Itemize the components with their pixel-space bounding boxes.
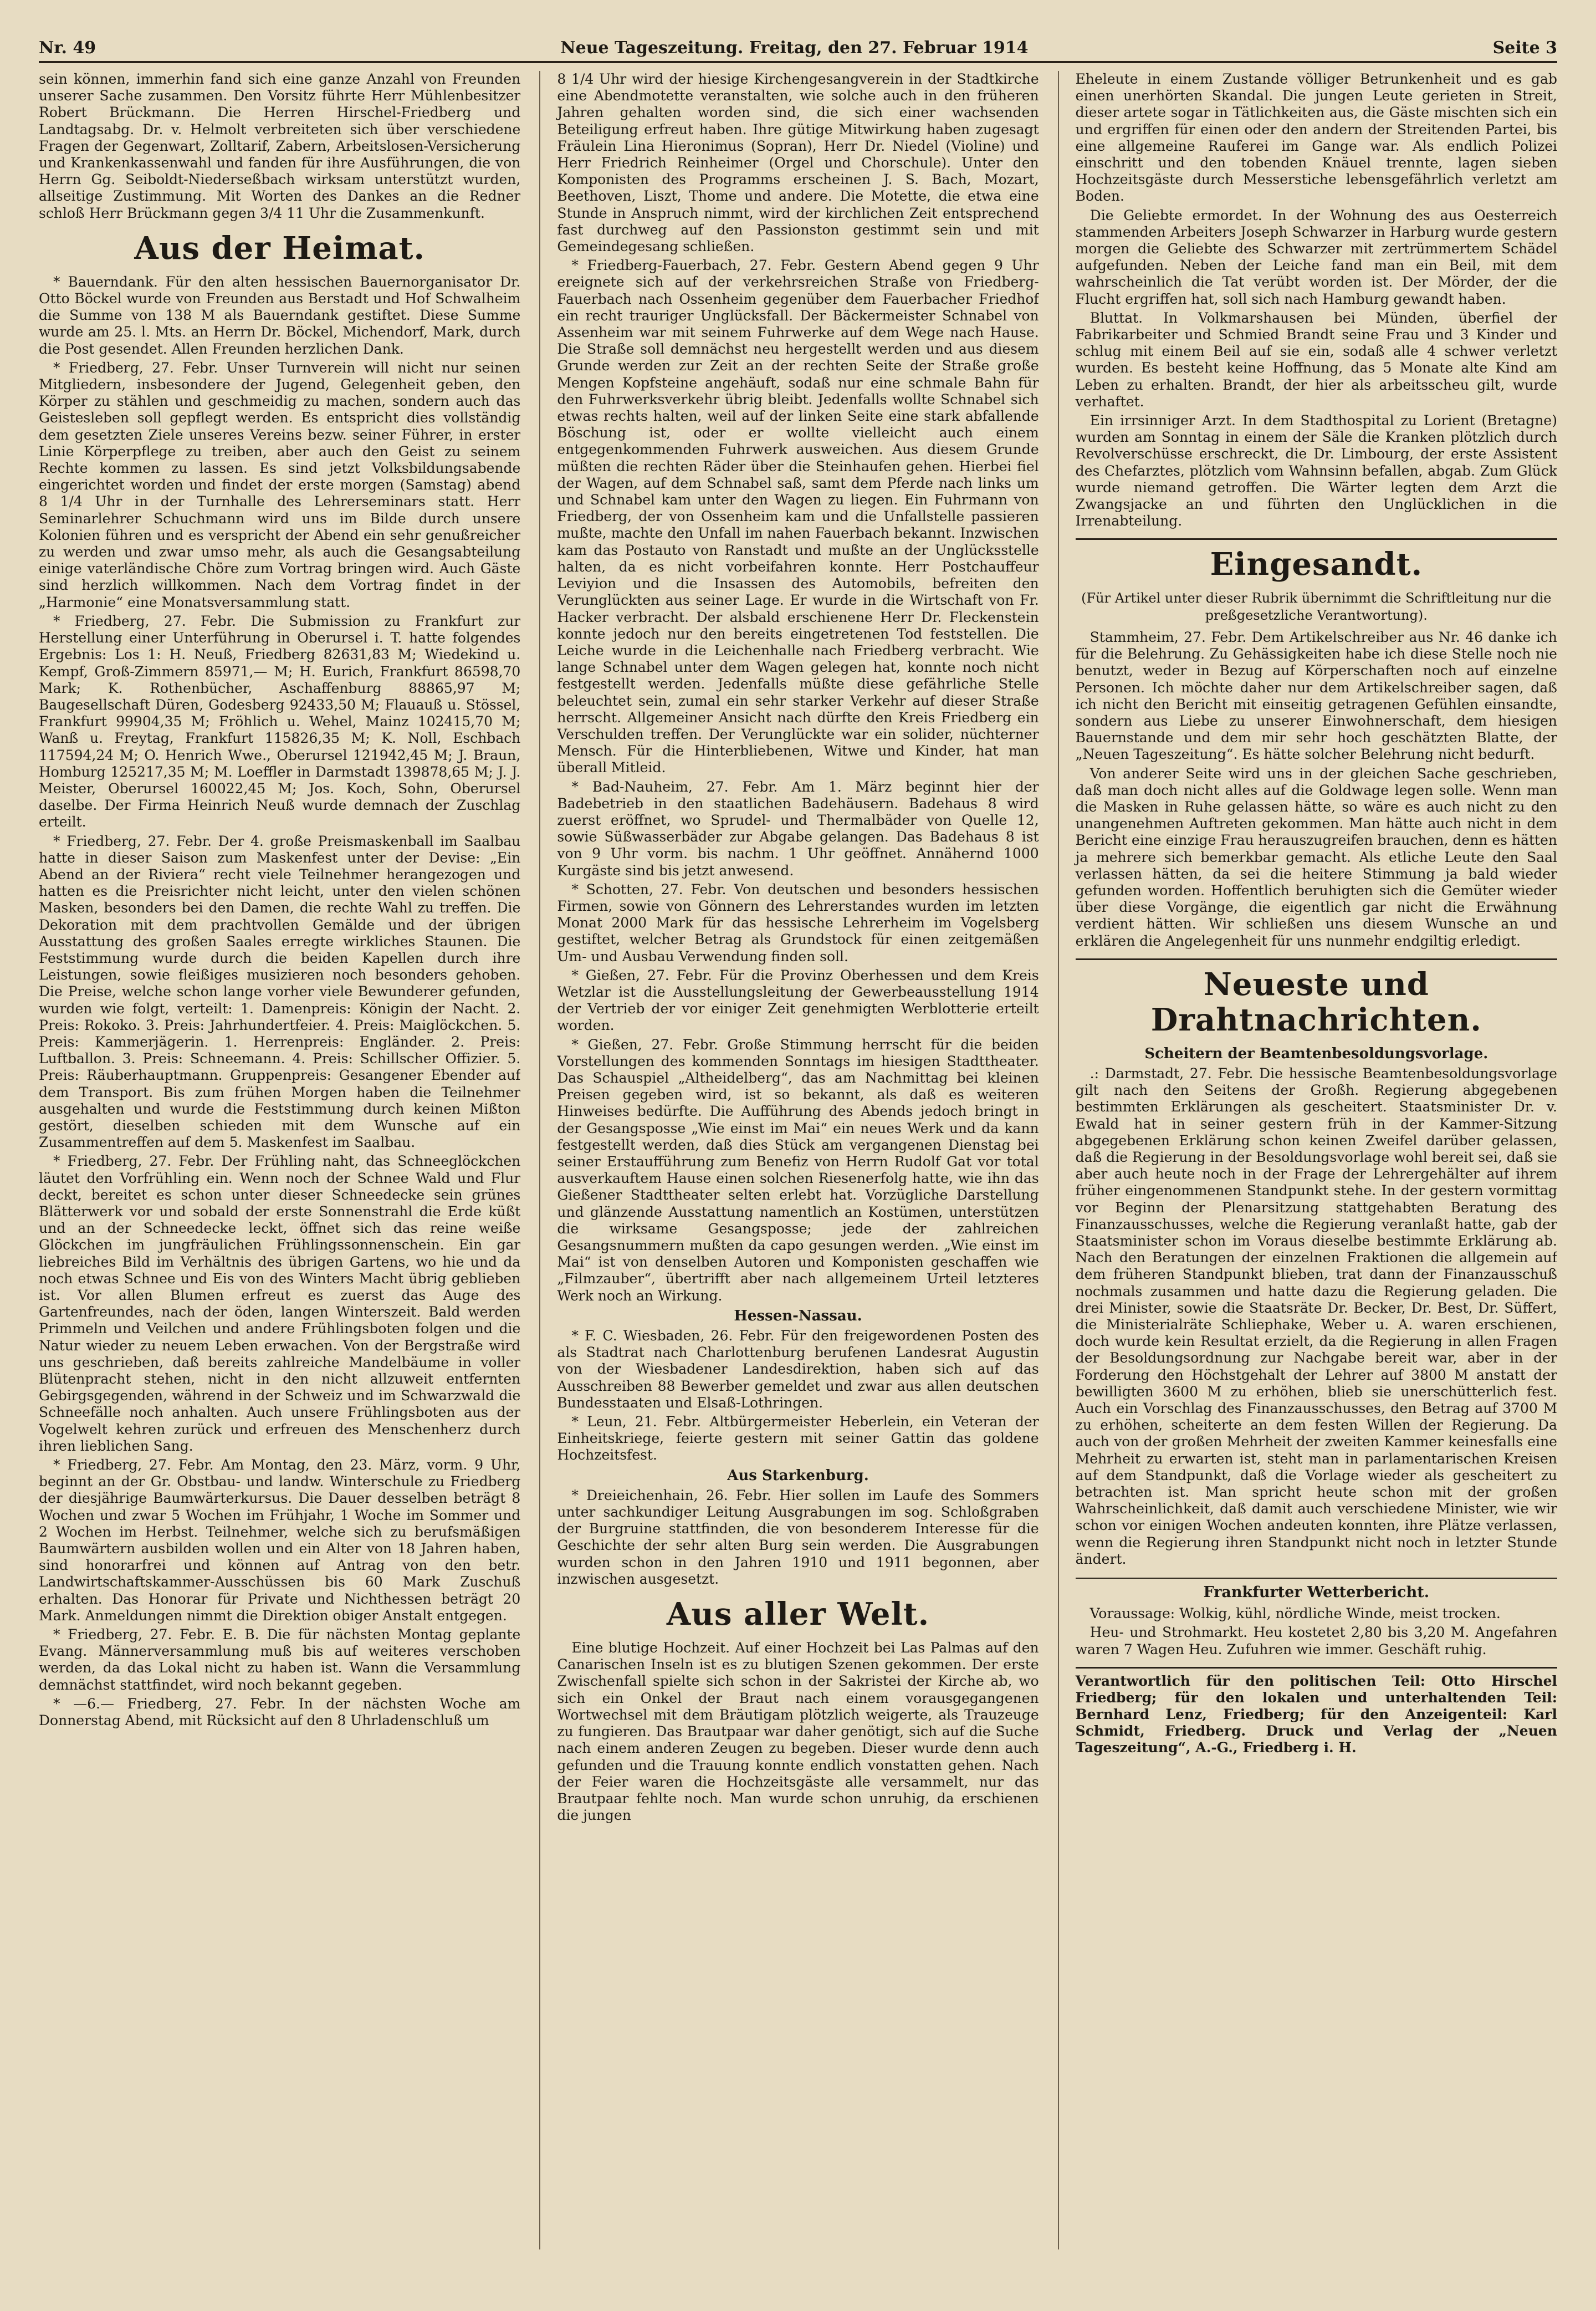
article: * Bauerndank. Für den alten hessischen Bauernorganisator Dr. Otto Böckel wurde von Freunden aus Berstadt und Hof Schwalheim die Summe von 138 M als Bauerndank gestiftet. Diese Summe wurde am 25. l. Mts. an Herrn Dr. Böckel, Michendorf, Mark, durch die Post gesendet. Allen Freunden herzlichen Dank.: [39, 273, 521, 357]
article: Ein irrsinniger Arzt. In dem Stadthospital zu Lorient (Bretagne) wurden am Sonntag in einem der Säle die Kranken plötzlich durch Revolverschüsse erschreckt, die Dr. Limbourg, der erste Assistent des Chefarztes, plötzlich vom Wahnsinn befallen, abgab. Zum Glück wurde niemand getroffen. Die Wärter legten dem Arzt die Zwangsjacke an und führten den Unglücklichen in die Irrenabteilung.: [1075, 412, 1557, 529]
section-heading-eingesandt: Eingesandt.: [1076, 538, 1557, 582]
article: 8 1/4 Uhr wird der hiesige Kirchengesangverein in der Stadtkirche eine Abendmotette veranstalten, wie solche auch in den früheren Jahren gehalten worden sind, die sich einer wachsenden Beteiligung erfreut haben. Ihre gütige Mitwirkung haben zugesagt Fräulein Lina Hieronimus (Sopran), Herr Dr. Niedel (Violine) und Herr Friedrich Reinheimer (Orgel und Chorschule). Unter den Komponisten des Programms erscheinen J. S. Bach, Mozart, Beethoven, Liszt, Thome und andere. Die Motette, die etwa eine Stunde in Anspruch nimmt, wird der kirchlichen Zeit entsprechend fast durchweg auf den Passionston gestimmt sein und mit Gemeindegesang schließen.: [557, 71, 1039, 255]
article: Die Geliebte ermordet. In der Wohnung des aus Oesterreich stammenden Arbeiters Joseph Schwarzer in Harburg wurde gestern morgen die Geliebte des Schwarzer mit zertrümmertem Schädel aufgefunden. Neben der Leiche fand man ein Beil, mit dem wahrscheinlich die Tat verübt worden ist. Der Mörder, der die Flucht ergriffen hat, soll sich nach Hamburg gewandt haben.: [1075, 207, 1557, 307]
columns: [39, 71, 1557, 2249]
section-heading-heimat: Aus der Heimat.: [134, 229, 425, 267]
article: Stammheim, 27. Febr. Dem Artikelschreiber aus Nr. 46 danke ich für die Belehrung. Zu Gehässigkeiten habe ich diese Stelle noch nie benutzt, weder in Bezug auf Körperschaften noch auf einzelne Personen. Ich möchte daher nur dem Artikelschreiber sagen, daß ich nicht den Bericht mit einseitig getragenen Gefühlen einsandte, sondern aus Liebe zu unserer Einwohnerschaft, dem hiesigen Bauernstande und dem mir sehr hoch geschätzten Blatte, der „Neuen Tageszeitung“. Es hätte solcher Belehrung nicht bedurft.: [1075, 629, 1557, 763]
section-heading-welt: Aus aller Welt.: [666, 1596, 930, 1633]
article: Bluttat. In Volkmarshausen bei Münden, überfiel der Fabrikarbeiter und Schmied Brandt seine Frau und 3 Kinder und schlug mit einem Beil auf sie ein, sodaß alle 4 schwer verletzt wurden. Es besteht keine Hoffnung, das 5 Monate alte Kind am Leben zu erhalten. Brandt, der hier als arbeitsscheu gilt, wurde verhaftet.: [1075, 309, 1557, 410]
weather-heading: Frankfurter Wetterbericht.: [1076, 1578, 1557, 1601]
article: * Friedberg, 27. Febr. Der Frühling naht, das Schneeglöckchen läutet den Vorfrühling ein. Wenn noch der Schnee Wald und Flur deckt, bereitet es schon unter dieser Schneedecke sein grünes Blätterwerk vor und sobald der erste Sonnenstrahl die Erde küßt und an der Schneedecke leckt, öffnet sich das reine weiße Glöckchen im jungfräulichen Frühlingssonnenschein. Ein gar liebreiches Bild im Verhältnis des übrigen Gartens, wo hie und da noch etwas Schnee und Eis von des Winters Macht übrig geblieben ist. Vor allen Blumen erfreut es zuerst das Auge des Gartenfreundes, nach der öden, langen Winterszeit. Bald werden Primmeln und Veilchen und andere Frühlingsboten folgen und die Natur wieder zu neuem Leben erwachen. Von der Bergstraße wird uns geschrieben, daß bereits zahlreiche Mandelbäume in voller Blütenpracht stehen, nicht in den nicht allzuweit entfernten Gebirgsgegenden, während in der Schweiz und im Schwarzwald die Schneefälle noch anhalten. Auch unsere Frühlingsboten aus der Vogelwelt kehren zurück und erfreuen des Menschenherz durch ihren lieblichen Sang.: [39, 1153, 521, 1454]
article: * Friedberg-Fauerbach, 27. Febr. Gestern Abend gegen 9 Uhr ereignete sich auf der verkehrsreichen Straße von Friedberg-Fauerbach nach Ossenheim gegenüber dem Fauerbacher Friedhof ein recht trauriger Unglücksfall. Der Bäckermeister Schnabel von Assenheim war mit seinem Fuhrwerke auf dem Wege nach Hause. Die Straße soll demnächst neu hergestellt werden und aus diesem Grunde werden zur Zeit an der rechten Seite der Straße große Mengen Kopfsteine angehäuft, sodaß nur eine schmale Bahn für den Fuhrwerksverkehr übrig bleibt. Jedenfalls wollte Schnabel sich etwas rechts halten, weil auf der linken Seite eine stark abfallende Böschung ist, oder er wollte vielleicht auch einem entgegenkommenden Fuhrwerk ausweichen. Aus diesem Grunde müßten die rechten Räder über die Steinhaufen gehen. Hierbei fiel der Wagen, auf dem Schnabel saß, samt dem Pferde nach links um und Schnabel kam unter den Wagen zu liegen. Ein Fuhrmann von Friedberg, der von Ossenheim kam und die Unfallstelle passieren mußte, machte den Unfall im nahen Fauerbach bekannt. Inzwischen kam das Postauto von Ranstadt und mußte an der Unglücksstelle halten, da es nicht vorbeifahren konnte. Herr Postchauffeur Leviyion und die Insassen des Automobils, befreiten den Verunglückten aus seiner Lage. Er wurde in die Wirtschaft von Fr. Hacker verbracht. Der alsbald erschienene Herr Dr. Fleckenstein konnte jedoch nur den bereits eingetretenen Tod feststellen. Die Leiche wurde in die Leichenhalle nach Friedberg verbracht. Wie lange Schnabel unter dem Wagen gelegen hat, konnte noch nicht festgestellt werden. Jedenfalls müßte diese gefährliche Stelle beleuchtet sein, zumal ein sehr starker Verkehr auf dieser Straße herrscht. Allgemeiner Ansicht nach dürfte den Kreis Friedberg ein Verschulden treffen. Der Verunglückte war ein solider, nüchterner Mensch. Für die Hinterbliebenen, Witwe und Kinder, hat man überall Mitleid.: [557, 257, 1039, 776]
column-3: [1058, 71, 1557, 2249]
imprint: Verantwortlich für den politischen Teil: Otto Hirschel Friedberg; für den lokalen und unterhaltenden Teil: Bernhard Lenz, Friedberg; für den Anzeigenteil: Karl Schmidt, Friedberg. Druck und Verlag der „Neuen Tageszeitung“, A.-G., Friedberg i. H.: [1076, 1667, 1557, 1756]
article-continuation: sein können, immerhin fand sich eine ganze Anzahl von Freunden unserer Sache zusammen. Den Vorsitz führte Herr Mühlenbesitzer Robert Brückmann. Die Herren Hirschel-Friedberg und Landtagsabg. Dr. v. Helmolt verbreiteten sich über verschiedene Fragen der Gegenwart, Zolltarif, Zabern, Arbeitslosen-Versicherung und Krankenkassenwahl und fanden für ihre Ausführungen, die von Herrn Gg. Seiboldt-Niederseßbach wirksam unterstützt wurden, allseitige Zustimmung. Mit Worten des Dankes an die Redner schloß Herr Brückmann gegen 3/4 11 Uhr die Zusammenkunft.: [39, 71, 521, 221]
article: * Friedberg, 27. Febr. Die Submission zu Frankfurt zur Herstellung einer Unterführung in Oberursel i. T. hatte folgendes Ergebnis: Los 1: H. Neuß, Friedberg 82631,83 M; Wiedekind u. Kempf, Groß-Zimmern 85971,— M; H. Eurich, Frankfurt 86598,70 Mark; K. Rothenbücher, Aschaffenburg 88865,97 M; Baugesellschaft Düren, Godesberg 92433,50 M; Flauauß u. Stössel, Frankfurt 99904,35 M; Fröhlich u. Wehel, Mainz 102415,70 M; Wanß u. Freytag, Frankfurt 115826,35 M; K. Noll, Eschbach 117594,24 M; O. Henrich Wwe., Oberursel 121942,45 M; J. Braun, Homburg 125217,35 M; M. Loeffler in Darmstadt 139878,65 M; J. J. Meister, Oberursel 160022,45 M; Jos. Koch, Sohn, Oberursel daselbe. Der Firma Heinrich Neuß wurde demnach der Zuschlag erteilt.: [39, 613, 521, 830]
article: Eine blutige Hochzeit. Auf einer Hochzeit bei Las Palmas auf den Canarischen Inseln ist es zu blutigen Szenen gekommen. Der erste Zwischenfall spielte sich schon in der Sakristei der Kirche ab, wo sich ein Onkel der Braut nach einem vorausgegangenen Wortwechsel mit dem Bräutigam plötzlich weigerte, als Trauzeuge zu fungieren. Das Brautpaar war daher genötigt, sich auf die Suche nach einem anderen Zeugen zu begeben. Dieser wurde denn auch gefunden und die Trauung konnte endlich vonstatten gehen. Nach der Feier waren die Hochzeitsgäste alle versammelt, nur das Brautpaar fehlte noch. Man wurde schon unruhig, da erschienen die jungen: [557, 1640, 1039, 1824]
article: * Schotten, 27. Febr. Von deutschen und besonders hessischen Firmen, sowie von Gönnern des Lehrerstandes wurden im letzten Monat 2000 Mark für das hessische Lehrerheim im Vogelsberg gestiftet, welcher Betrag als Grundstock für einen zeitgemäßen Um- und Ausbau Verwendung finden soll.: [557, 881, 1039, 965]
issue-number: Nr. 49: [39, 38, 96, 58]
weather-forecast: Voraussage: Wolkig, kühl, nördliche Winde, meist trocken.: [1089, 1605, 1501, 1622]
article: * Leun, 21. Febr. Altbürgermeister Heberlein, ein Veteran der Einheitskriege, feierte gestern mit seiner Gattin das goldene Hochzeitsfest.: [557, 1414, 1039, 1463]
article: Von anderer Seite wird uns in der gleichen Sache geschrieben, daß man doch nicht alles auf die Goldwage legen solle. Wenn man die Masken in Ruhe gelassen hätte, so wäre es auch nicht zu den unangenehmen Auftreten gekommen. Man hätte auch nicht in dem Bericht eine einzige Frau herauszugreifen brauchen, denn es hätten ja mehrere sich bemerkbar gemacht. Als etliche Leute den Saal verlassen hätten, da sei die heitere Stimmung ja bald wieder gefunden worden. Hoffentlich beruhigten sich die Gemüter wieder über diese Vorgänge, die eigentlich gar nicht die Erwähnung verdient hätten. Wir schließen uns diesem Wunsche an und erklären die Angelegenheit für uns nunmehr endgiltig erledigt.: [1075, 765, 1557, 949]
column-1: [39, 71, 520, 2249]
article: * Friedberg, 27. Febr. Am Montag, den 23. März, vorm. 9 Uhr, beginnt an der Gr. Obstbau- und landw. Winterschule zu Friedberg der diesjährige Baumwärterkursus. Die Dauer desselben beträgt 8 Wochen und zwar 5 Wochen im Frühjahr, 1 Woche im Sommer und 2 Wochen im Herbst. Teilnehmer, welche sich zu berufsmäßigen Baumwärtern ausbilden wollen und ein Alter von 18 Jahren haben, sind honorarfrei und können auf Antrag von den betr. Landwirtschaftskammer-Ausschüssen bis 60 Mark Zuschuß erhalten. Das Honorar für Private und Nichthessen beträgt 20 Mark. Anmeldungen nimmt die Direktion obiger Anstalt entgegen.: [39, 1457, 521, 1624]
article: .: Darmstadt, 27. Febr. Die hessische Beamtenbesoldungsvorlage gilt nach den Seitens der Großh. Regierung abgegebenen bestimmten Erklärungen als gescheitert. Staatsminister Dr. v. Ewald hat in seiner gestern früh in der Kammer-Sitzung abgegebenen Erklärung schon keinen Zweifel darüber gelassen, daß die Regierung in der Besoldungsvorlage wohl bereit sei, daß sie aber auch heute noch in der Frage der Lehrergehälter auf ihrem früher eingenommenen Standpunkt stehe. In der gestern vormittag vor Beginn der Plenarsitzung stattgehabten Beratung des Finanzausschusses, welche die Regierung veranlaßt hatte, gab der Staatsminister schon im Voraus dieselbe bestimmte Erklärung ab. Nach den Beratungen der einzelnen Fraktionen die allgemein auf dem früheren Standpunkt blieben, trat dann der Finanzausschuß nochmals zusammen und hatte dazu die Regierung geladen. Die drei Minister, sowie die Staatsräte Dr. Becker, Dr. Best, Dr. Süffert, die Ministerialräte Schliephake, Weber u. A. waren erschienen, doch wurde kein Resultat erzielt, da die Regierung in allen Fragen der Besoldungsordnung zur Nachgabe bereit war, aber in der Forderung den Höchstgehalt der Lehrer auf 3800 M anstatt der bewilligten 3600 M zu erhöhen, blieb sie unerschütterlich fest. Auch ein Vorschlag des Finanzausschusses, den Betrag auf 3700 M zu erhöhen, scheiterte an dem festen Willen der Regierung. Da auch von der großen Mehrheit der zweiten Kammer keinesfalls eine Mehrheit zu erwarten ist, steht man in parlamentarischen Kreisen auf dem Standpunkt, daß die Vorlage wieder als gescheitert zu betrachten ist. Man spricht heute schon mit der großen Wahrscheinlichkeit, daß damit auch verschiedene Minister, wie wir schon vor einigen Wochen andeuten konnten, ihre Plätze verlassen, wenn die Regierung ihren Standpunkt nicht noch in letzter Stunde ändert.: [1075, 1065, 1557, 1567]
article-subheading: Scheitern der Beamtenbesoldungsvorlage.: [1144, 1045, 1488, 1062]
article: * Friedberg, 27. Febr. Der 4. große Preismaskenball im Saalbau hatte in dieser Saison zum Maskenfest unter der Devise: „Ein Abend an der Riviera“ recht viele Teilnehmer herangezogen und hatten es die Preisrichter nicht leicht, unter den vielen schönen Masken, besonders bei den Damen, die rechte Wahl zu treffen. Die Dekoration mit dem prachtvollen Gemälde und der übrigen Ausstattung des großen Saales erregte wirkliches Staunen. Die Feststimmung wurde durch die beiden Kapellen durch ihre Leistungen, sowie fleißiges musizieren noch besonders gehoben. Die Preise, welche schon lange vorher viele Bewunderer gefunden, wurden wie folgt, verteilt: 1. Damenpreis: Königin der Nacht. 2. Preis: Rokoko. 3. Preis: Jahrhundertfeier. 4. Preis: Maiglöckchen. 5. Preis: Kammerjägerin. 1. Herrenpreis: Engländer. 2. Preis: Luftballon. 3. Preis: Schneemann. 4. Preis: Schillscher Offizier. 5. Preis: Räuberhauptmann. Gruppenpreis: Gesangener Ebender auf dem Transport. Bis zum frühen Morgen haben die Teilnehmer ausgehalten und wurde die Feststimmung durch keinen Mißton gestört, dieselben schieden mit dem Wunsche auf ein Zusammentreffen auf dem 5. Maskenfest im Saalbau.: [39, 833, 521, 1151]
page-number: Seite 3: [1492, 38, 1557, 58]
article: * Friedberg, 27. Febr. Unser Turnverein will nicht nur seinen Mitgliedern, insbesondere der Jugend, Gelegenheit geben, den Körper zu stählen und geschmeidig zu machen, sondern auch das Geistesleben soll gepflegt werden. Es entspricht dies vollständig dem gesetzten Ziele unseres Vereins bezw. seiner Führer, in erster Linie Körperpflege zu treiben, aber auch den Geist zu seinem Rechte kommen zu lassen. Es sind jetzt Volksbildungsabende eingerichtet worden und findet der erste morgen (Samstag) abend 8 1/4 Uhr in der Turnhalle des Lehrerseminars statt. Herr Seminarlehrer Schuchmann wird uns im Bilde durch unsere Kolonien führen und es verspricht der Abend ein sehr genußreicher zu werden und zwar umso mehr, als auch die Gesangsabteilung einige vaterländische Chöre zum Vortrag bringen wird. Auch Gäste sind herzlich willkommen. Nach dem Vortrag findet in der „Harmonie“ eine Monatsversammlung statt.: [39, 359, 521, 610]
article: * Dreieichenhain, 26. Febr. Hier sollen im Laufe des Sommers unter sachkundiger Leitung Ausgrabungen im sog. Schloßgraben der Burgruine stattfinden, die von besonderem Interesse für die Geschichte der sehr alten Burg sein werden. Die Ausgrabungen wurden schon in den Jahren 1910 und 1911 begonnen, aber inzwischen ausgesetzt.: [557, 1487, 1039, 1587]
column-2: [539, 71, 1039, 2249]
section-heading-neueste: Neueste und Drahtnachrichten.: [1076, 958, 1557, 1038]
region-subheading: Hessen-Nassau.: [734, 1307, 862, 1324]
article: * Gießen, 27. Febr. Große Stimmung herrscht für die beiden Vorstellungen des kommenden Sonntags im hiesigen Stadttheater. Das Schauspiel „Altheidelberg“, das am Nachmittag bei kleinen Preisen gegeben wird, ist so bekannt, als daß es weiteren Hinweises bedürfte. Die Aufführung des Abends jedoch bringt in der Gesangsposse „Wie einst im Mai“ ein neues Werk und da kann festgestellt werden, daß dies Stück am vergangenen Dienstag bei seiner Erstaufführung zum Benefiz von Herrn Rudolf Gat vor total ausverkauftem Hause einen solchen Riesenerfolg hatte, wie ihn das Gießener Stadttheater selten erlebt hat. Vorzügliche Darstellung und glänzende Ausstattung namentlich an Kostümen, unterstützen die wirksame Gesangsposse; jede der zahlreichen Gesangsnummern mußten da capo gesungen werden. „Wie einst im Mai“ ist von denselben Autoren und Komponisten geschaffen wie „Filmzauber“, übertrifft aber nach allgemeinem Urteil letzteres Werk noch an Wirkung.: [557, 1036, 1039, 1304]
article: * Bad-Nauheim, 27. Febr. Am 1. März beginnt hier der Badebetrieb in den staatlichen Badehäusern. Badehaus 8 wird zuerst eröffnet, wo Sprudel- und Thermalbäder von Quelle 12, sowie Süßwasserbäder zur Abgabe gelangen. Das Badehaus 8 ist von 9 Uhr vorm. bis nachm. 1 Uhr geöffnet. Annähernd 1000 Kurgäste sind bis jetzt anwesend.: [557, 778, 1039, 879]
masthead: [39, 39, 1557, 63]
paper-title: Neue Tageszeitung. Freitag, den 27. Februar 1914: [560, 38, 1029, 58]
article: * —6.— Friedberg, 27. Febr. In der nächsten Woche am Donnerstag Abend, mit Rücksicht auf den 8 Uhrladenschluß um: [39, 1695, 521, 1729]
article: * Gießen, 27. Febr. Für die Provinz Oberhessen und dem Kreis Wetzlar ist die Ausstellungsleitung der Gewerbeausstellung 1914 der Vertrieb der vor einiger Zeit genehmigten Werblotterie erteilt worden.: [557, 967, 1039, 1034]
region-subheading: Aus Starkenburg.: [727, 1467, 869, 1484]
editorial-disclaimer: (Für Artikel unter dieser Rubrik übernimmt die Schriftleitung nur die preßgesetzliche Verantwortung).: [1081, 590, 1552, 623]
market-report: Heu- und Strohmarkt. Heu kostetet 2,80 bis 3,20 M. Angefahren waren 7 Wagen Heu. Zufuhren wie immer. Geschäft ruhig.: [1075, 1624, 1557, 1657]
article: * F. C. Wiesbaden, 26. Febr. Für den freigewordenen Posten des als Stadtrat nach Charlottenburg berufenen Landesrat Augustin von der Wiesbadener Landesdirektion, haben sich auf das Ausschreiben 88 Bewerber gemeldet und zwar aus allen deutschen Bundesstaaten und Elsaß-Lothringen.: [557, 1328, 1039, 1411]
article-continuation: Eheleute in einem Zustande völliger Betrunkenheit und es gab einen unerhörten Skandal. Die jungen Leute gerieten in Streit, dieser artete sogar in Tätlichkeiten aus, die Gäste mischten sich ein und ergriffen für einen oder den andern der Streitenden Partei, bis eine allgemeine Rauferei im Gange war. Als endlich Polizei einschritt und den tobenden Knäuel trennte, lagen sieben Hochzeitsgäste durch Messerstiche lebensgefährlich verletzt am Boden.: [1075, 71, 1557, 205]
article: * Friedberg, 27. Febr. E. B. Die für nächsten Montag geplante Evang. Männerversammlung muß bis auf weiteres verschoben werden, da das Lokal nicht zu haben ist. Wann die Versammlung demnächst stattfindet, wird noch bekannt gegeben.: [39, 1626, 521, 1693]
